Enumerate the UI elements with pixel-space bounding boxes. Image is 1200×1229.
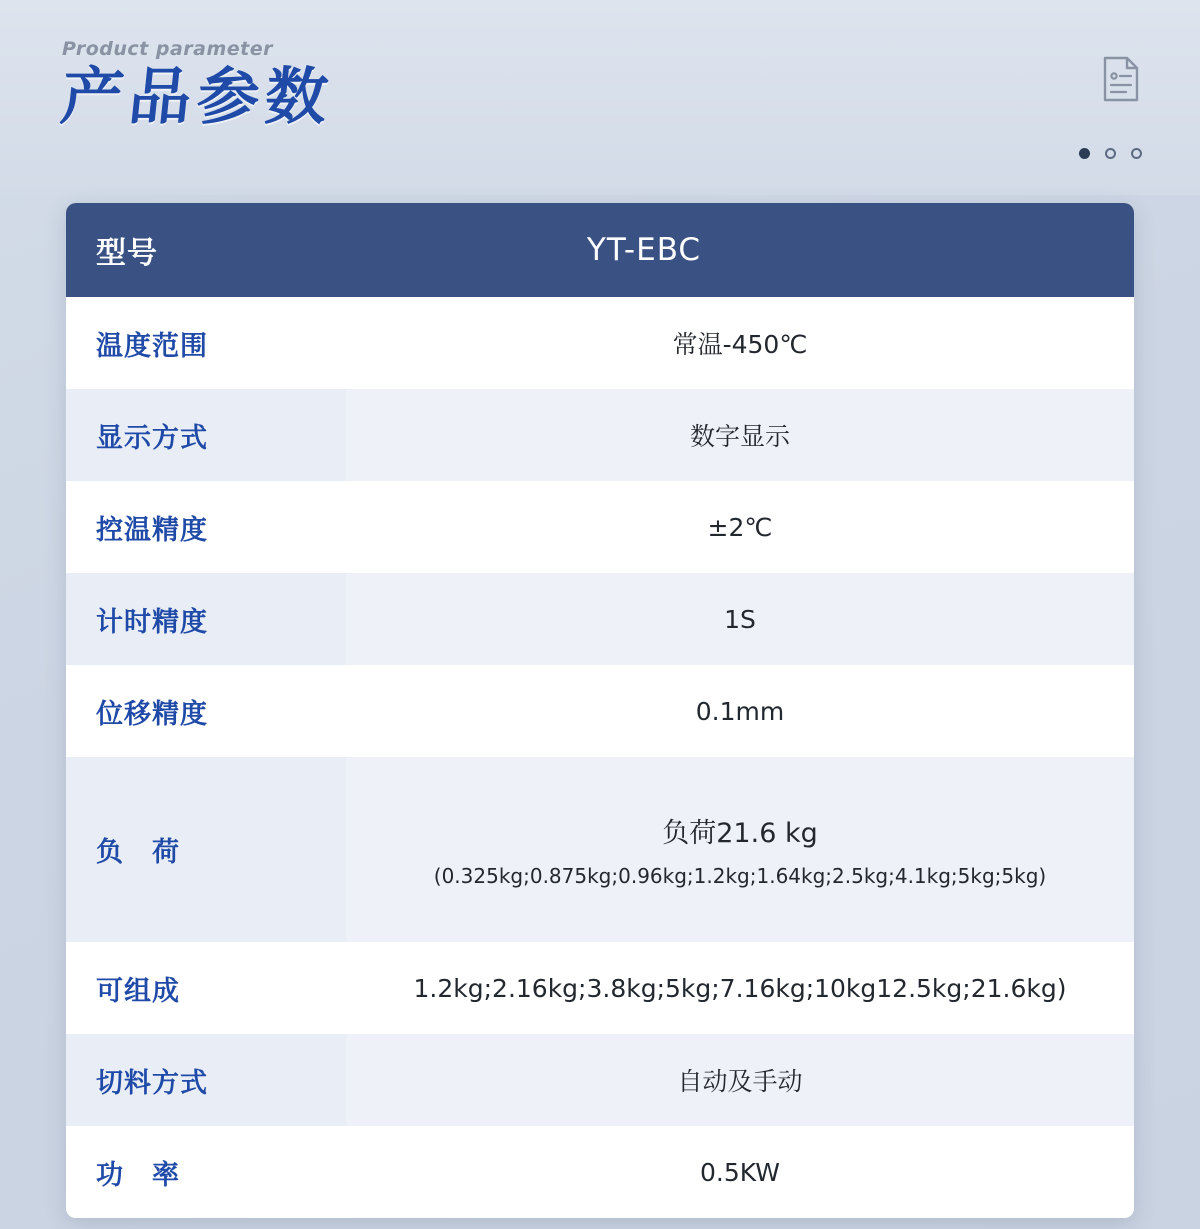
table-row bbox=[66, 481, 1134, 573]
row-value: 1S bbox=[346, 573, 1134, 665]
page-header bbox=[57, 38, 758, 133]
pagination-dot-3[interactable] bbox=[1131, 148, 1142, 159]
row-value: 0.1mm bbox=[346, 665, 1134, 757]
row-value: 自动及手动 bbox=[346, 1034, 1134, 1126]
pagination-dot-1[interactable] bbox=[1079, 148, 1090, 159]
row-value-main: 负荷21.6 kg bbox=[662, 818, 818, 849]
table-header-value: YT-EBC bbox=[586, 232, 702, 268]
row-value: 0.5KW bbox=[346, 1126, 1134, 1218]
row-label: 计时精度 bbox=[66, 573, 346, 665]
table-row bbox=[66, 757, 1134, 942]
eyebrow-text: Product parameter bbox=[62, 38, 273, 60]
table-row bbox=[66, 1126, 1134, 1218]
row-value-sub: (0.325kg;0.875kg;0.96kg;1.2kg;1.64kg;2.5kg;4.1kg;5kg;5kg) bbox=[433, 864, 1047, 888]
table-row bbox=[66, 942, 1134, 1034]
table-row bbox=[66, 573, 1134, 665]
table-row bbox=[66, 1034, 1134, 1126]
row-label: 切料方式 bbox=[66, 1034, 346, 1126]
table-header-row bbox=[66, 203, 1134, 297]
document-icon bbox=[1100, 55, 1142, 103]
table-row bbox=[66, 389, 1134, 481]
page-title: 产品参数 bbox=[57, 60, 338, 133]
table-row bbox=[66, 297, 1134, 389]
row-label: 控温精度 bbox=[66, 481, 346, 573]
row-label: 可组成 bbox=[66, 942, 346, 1034]
row-value: 常温-450℃ bbox=[346, 297, 1134, 389]
table-header-label: 型号 bbox=[96, 236, 158, 271]
table-row bbox=[66, 665, 1134, 757]
row-label: 温度范围 bbox=[66, 297, 346, 389]
row-label: 显示方式 bbox=[66, 389, 346, 481]
row-label: 负 荷 bbox=[66, 757, 346, 942]
parameter-table bbox=[66, 203, 1134, 1218]
row-value: ±2℃ bbox=[346, 481, 1134, 573]
row-value: 1.2kg;2.16kg;3.8kg;5kg;7.16kg;10kg12.5kg;21.6kg) bbox=[346, 942, 1134, 1034]
row-label: 位移精度 bbox=[66, 665, 346, 757]
row-value bbox=[346, 757, 1134, 942]
pagination-dots[interactable] bbox=[1079, 148, 1142, 159]
pagination-dot-2[interactable] bbox=[1105, 148, 1116, 159]
row-value: 数字显示 bbox=[346, 389, 1134, 481]
row-label: 功 率 bbox=[66, 1126, 346, 1218]
